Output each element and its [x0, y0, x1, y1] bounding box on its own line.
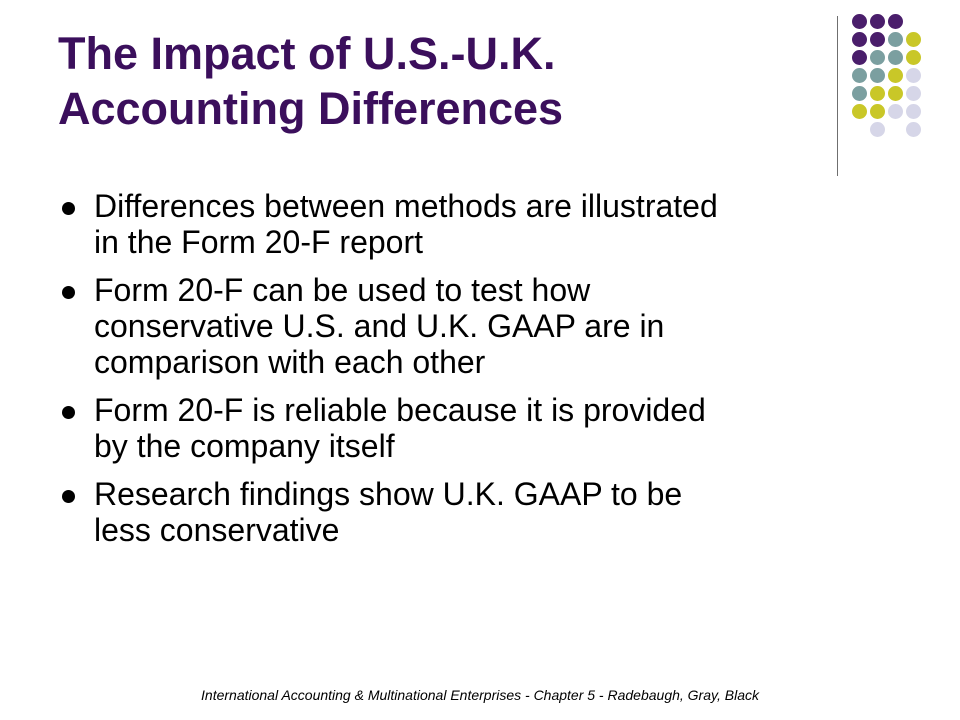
decorative-dot — [888, 32, 903, 47]
bullet-dot-icon — [62, 490, 75, 503]
decorative-dot — [870, 32, 885, 47]
decorative-dot — [870, 104, 885, 119]
bullet-dot-icon — [62, 286, 75, 299]
decorative-dot — [852, 104, 867, 119]
decorative-dot — [852, 68, 867, 83]
bullet-item — [62, 392, 882, 464]
decorative-dot — [852, 32, 867, 47]
bullet-item — [62, 188, 882, 260]
bullet-line: by the company itself — [94, 428, 395, 464]
decorative-dot — [888, 50, 903, 65]
bullet-line: comparison with each other — [94, 344, 486, 380]
decorative-dot — [906, 122, 921, 137]
decorative-dot — [906, 68, 921, 83]
title-line-2: Accounting Differences — [58, 83, 564, 134]
bullet-line: Form 20-F can be used to test how — [94, 272, 591, 308]
decorative-dot — [888, 86, 903, 101]
decorative-dot — [870, 14, 885, 29]
decorative-dot — [852, 14, 867, 29]
decorative-dot — [870, 68, 885, 83]
title-line-1: The Impact of U.S.-U.K. — [58, 28, 556, 79]
decorative-dot — [888, 14, 903, 29]
bullet-item — [62, 272, 882, 380]
decorative-dot — [906, 32, 921, 47]
decorative-dot — [870, 50, 885, 65]
decorative-dot — [888, 104, 903, 119]
decorative-dot — [888, 68, 903, 83]
decorative-dot — [906, 50, 921, 65]
bullet-dot-icon — [62, 406, 75, 419]
bullet-line: in the Form 20-F report — [94, 224, 423, 260]
decorative-dot — [870, 122, 885, 137]
title-divider — [837, 16, 838, 176]
bullet-line: conservative U.S. and U.K. GAAP are in — [94, 308, 665, 344]
decorative-dot — [906, 104, 921, 119]
bullet-line: Differences between methods are illustrated — [94, 188, 718, 224]
bullet-line: Research findings show U.K. GAAP to be — [94, 476, 683, 512]
decorative-dot — [870, 86, 885, 101]
bullet-line: less conservative — [94, 512, 340, 548]
decorative-dot — [852, 50, 867, 65]
bullet-dot-icon — [62, 202, 75, 215]
bullet-line: Form 20-F is reliable because it is provided — [94, 392, 706, 428]
bullet-item — [62, 476, 882, 548]
slide-footer: International Accounting & Multinational Enterprises - Chapter 5 - Radebaugh, Gray, Black — [201, 687, 759, 703]
decorative-dot — [852, 86, 867, 101]
slide-title — [58, 26, 798, 136]
decorative-dot — [906, 86, 921, 101]
bullet-list — [62, 188, 882, 560]
